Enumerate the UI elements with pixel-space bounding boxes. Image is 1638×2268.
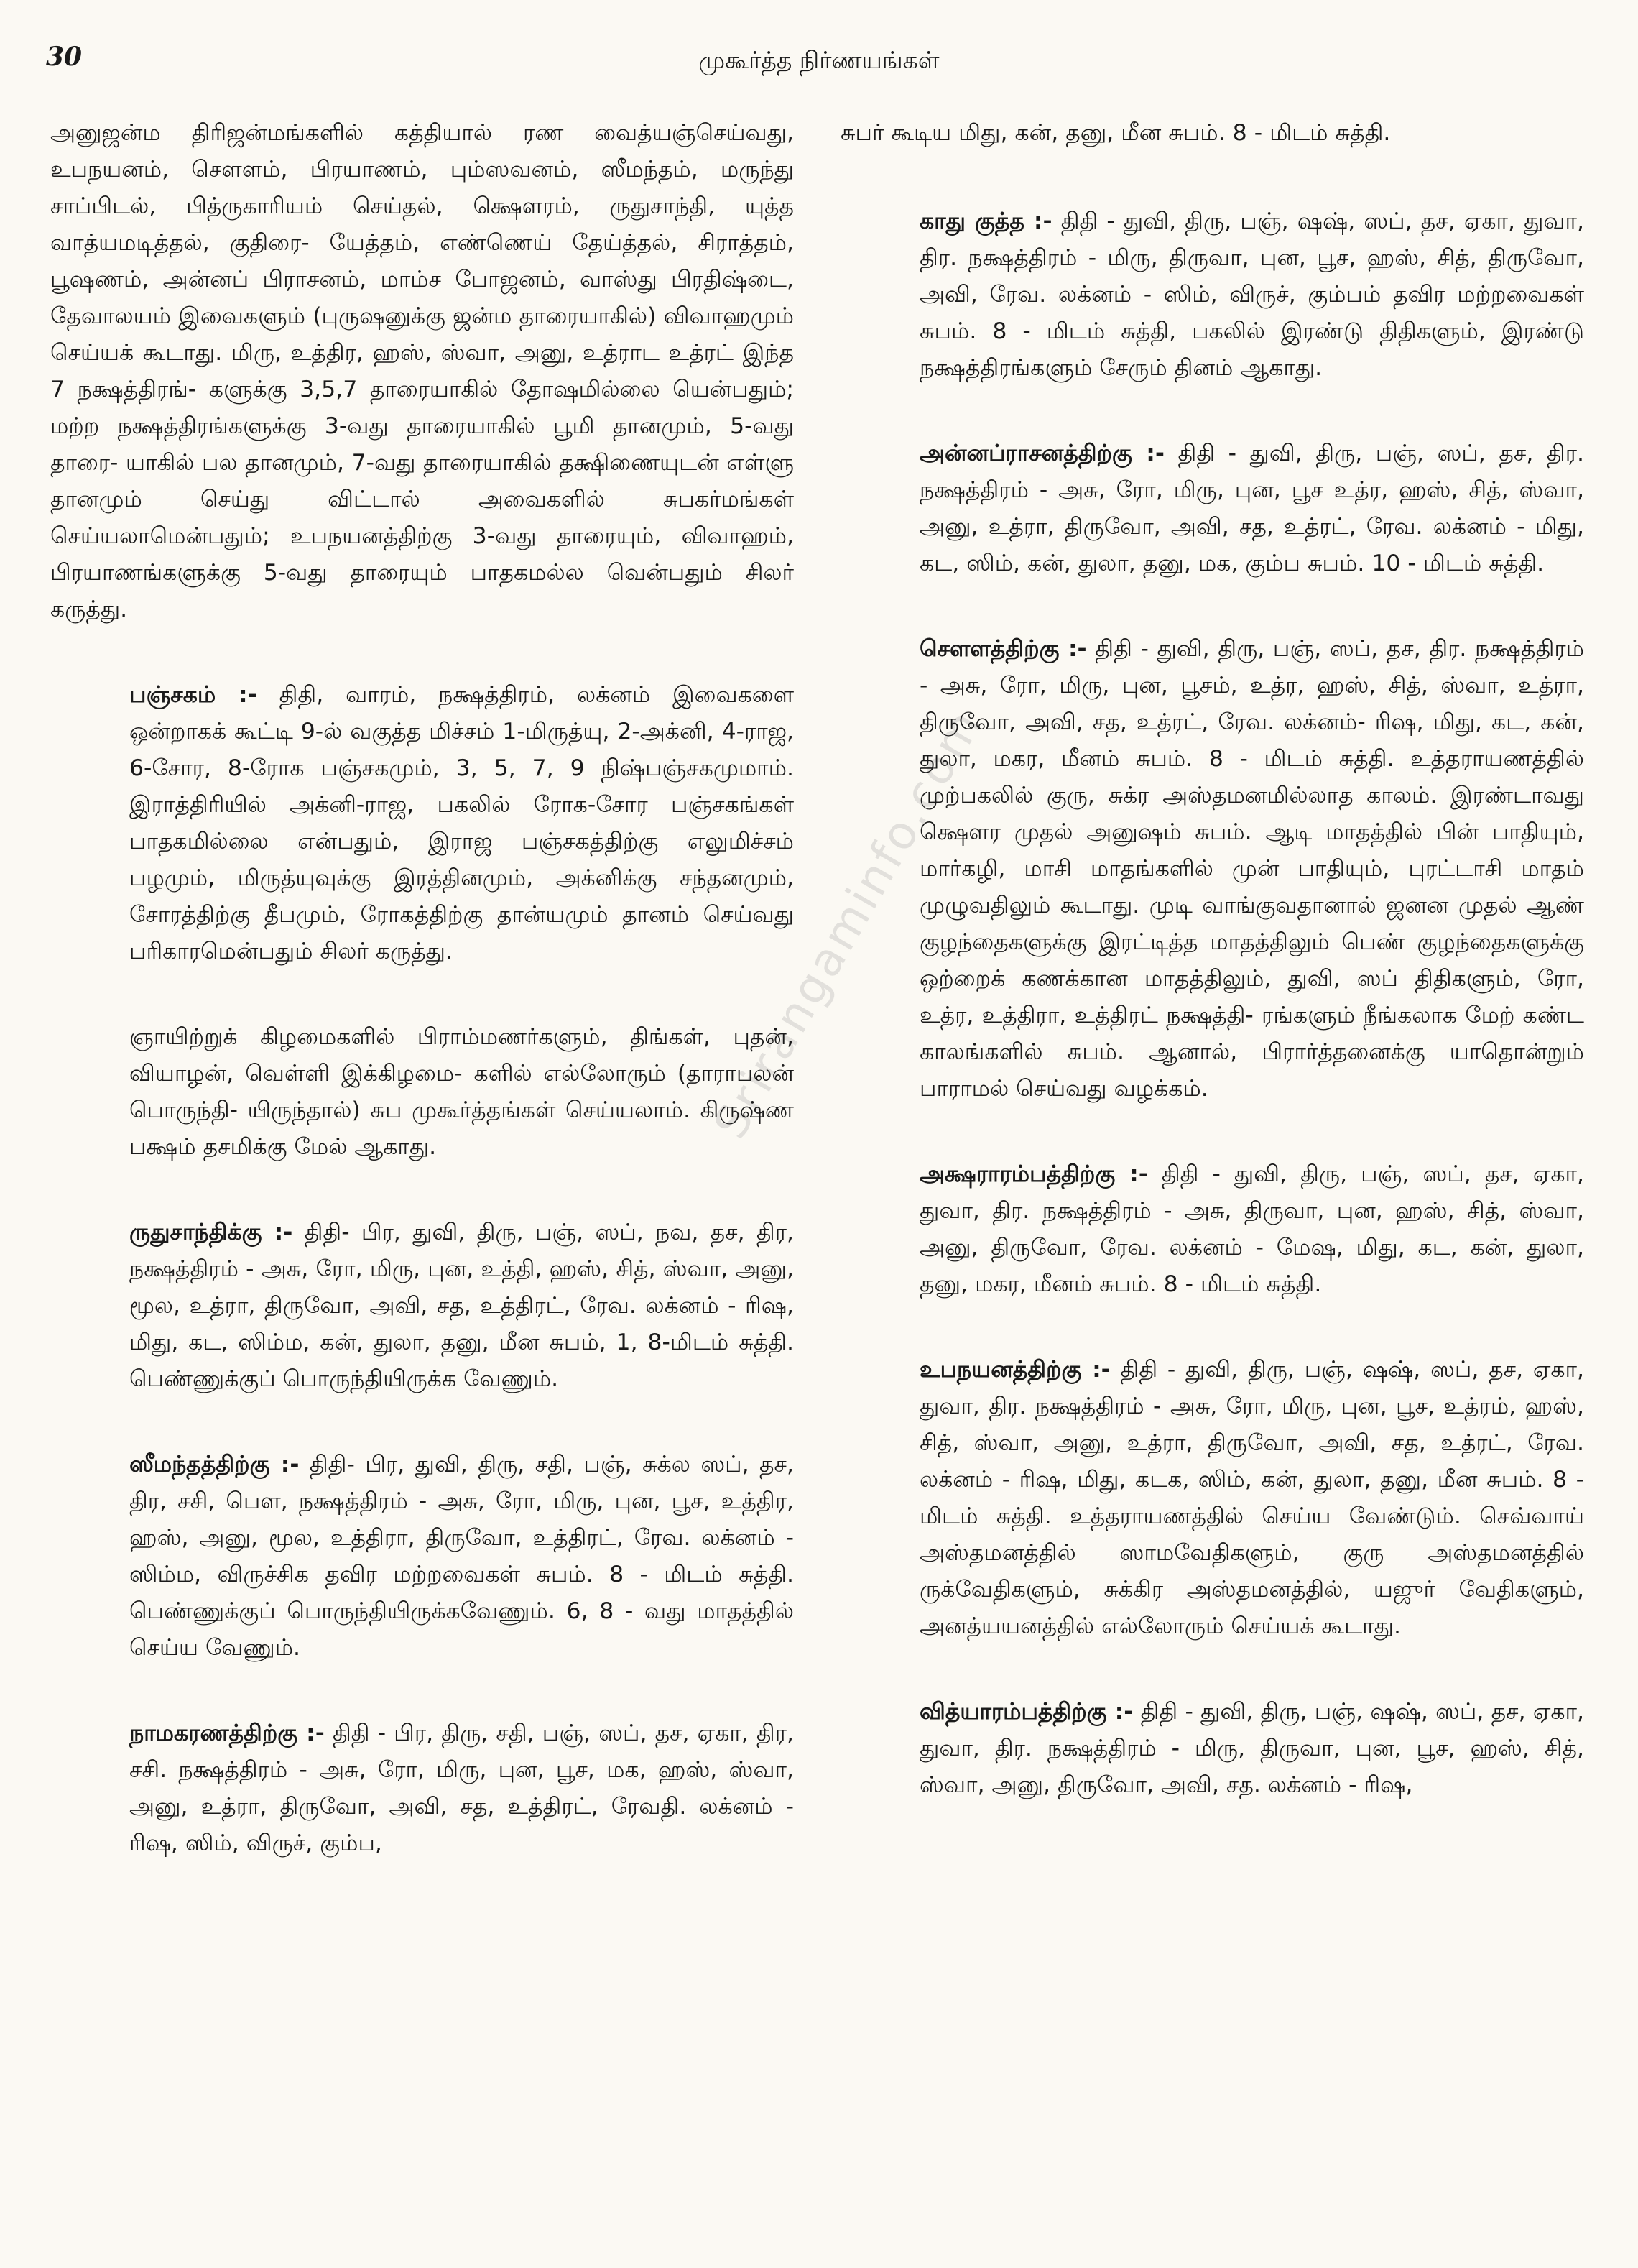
paragraph-text: திதி, வாரம், நக்ஷத்திரம், லக்னம் இவைகளை ஒன்றாகக் கூட்டி 9-ல் வகுத்த மிச்சம் 1-மிருத்யு, 2-அக்னி, 4-ராஜ, 6-சோர, 8-ரோக பஞ்சகமும், 3, 5, 7, 9 நிஷ்பஞ்சகமுமாம். இராத்திரியில் அக்னி-ராஜ, பகலில் ரோக-சோர பஞ்சகங்கள் பாதகமில்லை என்பதும், இராஜ பஞ்சகத்திற்கு எலுமிச்சம் பழமும், மிருத்யுவுக்கு இரத்தினமும், அக்னிக்கு சந்தனமும், சோரத்திற்கு தீபமும், ரோகத்திற்கு தான்யமும் தானம் செய்வது பரிகாரமென்பதும் சிலர் கருத்து. [129,682,795,964]
paragraph [841,203,1584,387]
paragraph-text: திதி - பிர, திரு, சதி, பஞ், ஸப், தச, ஏகா, திர, சசி. நக்ஷத்திரம் - அசு, ரோ, மிரு, புன, பூச, மக, ஹஸ், ஸ்வா, அனு, உத்ரா, திருவோ, அவி, சத, உத்திரட், ரேவதி. லக்னம் - ரிஷ, ஸிம், விருச், கும்ப, [129,1720,795,1856]
paragraph-heading: ருதுசாந்திக்கு :- [129,1220,293,1245]
paragraph [50,677,794,970]
paragraph [841,1156,1584,1303]
paragraph-heading: ஸீமந்தத்திற்கு :- [129,1452,300,1478]
paragraph-heading: காது குத்த :- [920,208,1052,234]
paragraph [841,1352,1584,1645]
paragraph [50,1715,794,1862]
paragraph [50,1214,794,1398]
paragraph-text: சுபர் கூடிய மிது, கன், தனு, மீன சுபம். 8 - மிடம் சுத்தி. [841,120,1391,146]
paragraph [841,1694,1584,1804]
paragraph [841,115,1584,152]
paragraph-heading: நாமகரணத்திற்கு :- [129,1720,325,1746]
paragraph-text: அனுஜன்ம திரிஜன்மங்களில் கத்தியால் ரண வைத்யஞ்செய்வது, உபநயனம், சௌளம், பிரயாணம், பும்ஸவனம், ஸீமந்தம், மருந்து சாப்பிடல், பித்ருகாரியம் செய்தல், க்ஷௌரம், ருதுசாந்தி, யுத்த வாத்யமடித்தல், குதிரை- யேத்தம், எண்ணெய் தேய்த்தல், சிராத்தம், பூஷணம், அன்னப் பிராசனம், மாம்ச போஜனம், வாஸ்து பிரதிஷ்டை, தேவாலயம் இவைகளும் (புருஷனுக்கு ஜன்ம தாரையாகில்) விவாஹமும் செய்யக் கூடாது. மிரு, உத்திர, ஹஸ், ஸ்வா, அனு, உத்ராட உத்ரட் இந்த 7 நக்ஷத்திரங்- களுக்கு 3,5,7 தாரையாகில் தோஷமில்லை யென்பதும்; மற்ற நக்ஷத்திரங்களுக்கு 3-வது தாரையாகில் பூமி தானமும், 5-வது தாரை- யாகில் பல தானமும், 7-வது தாரையாகில் தக்ஷிணையுடன் எள்ளு தானமும் செய்து விட்டால் அவைகளில் சுபகர்மங்கள் செய்யலாமென்பதும்; உபநயனத்திற்கு 3-வது தாரையும், விவாஹம், பிரயாணங்களுக்கு 5-வது தாரையும் பாதகமல்ல வென்பதும் சிலர் கருத்து. [50,120,794,622]
paragraph-heading: அன்னப்ராசனத்திற்கு :- [920,441,1165,466]
paragraph-text: ஞாயிற்றுக் கிழமைகளில் பிராம்மணர்களும், திங்கள், புதன், வியாழன், வெள்ளி இக்கிழமை- களில் எல்லோரும் (தாராபலன் பொருந்தி- யிருந்தால்) சுப முகூர்த்தங்கள் செய்யலாம். கிருஷ்ண பக்ஷம் தசமிக்கு மேல் ஆகாது. [129,1024,794,1160]
watermark: Srirangaminfo.com [704,699,994,1148]
paragraph-text: திதி - துவி, திரு, பஞ், ஷஷ், ஸப், தச, ஏகா, துவா, திர. நக்ஷத்திரம் - அசு, ரோ, மிரு, புன, பூச, உத்ரம், ஹஸ், சித், ஸ்வா, அனு, உத்ரா, திருவோ, அவி, சத, உத்ரட், ரேவ. லக்னம் - ரிஷ, மிது, கடக, ஸிம், கன், துலா, தனு, மீன சுபம். 8 - மிடம் சுத்தி. உத்தராயணத்தில் செய்ய வேண்டும். செவ்வாய் அஸ்தமனத்தில் ஸாமவேதிகளும், குரு அஸ்தமனத்தில் ருக்வேதிகளும், சுக்கிர அஸ்தமனத்தில், யஜுர் வேதிகளும், அனத்யயனத்தில் எல்லோரும் செய்யக் கூடாது. [920,1357,1584,1639]
paragraph-heading: சௌளத்திற்கு :- [920,636,1087,662]
paragraph [50,1447,794,1667]
left-column [50,115,794,1911]
paragraph [841,435,1584,582]
paragraph-text: திதி - துவி, திரு, பஞ், ஸப், தச, திர. நக்ஷத்திரம் - அசு, ரோ, மிரு, புன, பூசம், உத்ர, ஹஸ், சித், ஸ்வா, உத்ரா, திருவோ, அவி, சத, உத்ரட், ரேவ. லக்னம்- ரிஷ, மிது, கட, கன், துலா, மகர, மீனம் சுபம். 8 - மிடம் சுத்தி. உத்தராயணத்தில் முற்பகலில் குரு, சுக்ர அஸ்தமனமில்லாத காலம். இரண்டாவது க்ஷௌர முதல் அனுஷம் சுபம். ஆடி மாதத்தில் பின் பாதியும், மார்கழி, மாசி மாதங்களில் முன் பாதியும், புரட்டாசி மாதம் முழுவதிலும் கூடாது. முடி வாங்குவதானால் ஜனன முதல் ஆண் குழந்தைகளுக்கு இரட்டித்த மாதத்திலும் பெண் குழந்தைகளுக்கு ஒற்றைக் கணக்கான மாதத்திலும், துவி, ஸப் திதிகளும், ரோ, உத்ர, உத்திரா, உத்திரட் நக்ஷத்தி- ரங்களும் நீங்கலாக மேற் கண்ட காலங்களில் சுபம். ஆனால், பிரார்த்தனைக்கு யாதொன்றும் பாராமல் செய்வது வழக்கம். [920,636,1584,1102]
paragraph [50,1019,794,1166]
paragraph-heading: உபநயனத்திற்கு :- [920,1357,1111,1383]
paragraph-text: திதி - துவி, திரு, பஞ், ஷஷ், ஸப், தச, ஏகா, துவா, திர. நக்ஷத்திரம் - மிரு, திருவா, புன, பூச, ஹஸ், சித், திருவோ, அவி, ரேவ. லக்னம் - ஸிம், விருச், கும்பம் தவிர மற்றவைகள் சுபம். 8 - மிடம் சுத்தி, பகலில் இரண்டு திதிகளும், இரண்டு நக்ஷத்திரங்களும் சேரும் தினம் ஆகாது. [920,208,1585,381]
paragraph-heading: அக்ஷராரம்பத்திற்கு :- [920,1161,1148,1187]
paragraph-heading: பஞ்சகம் :- [129,682,257,708]
paragraph-text: திதி - துவி, திரு, பஞ், ஸப், தச, ஏகா, துவா, திர. நக்ஷத்திரம் - அசு, திருவா, புன, ஹஸ், சித், ஸ்வா, அனு, திருவோ, ரேவ. லக்னம் - மேஷ, மிது, கட, கன், துலா, தனு, மகர, மீனம் சுபம். 8 - மிடம் சுத்தி. [920,1161,1584,1297]
page-number: 30 [46,42,83,72]
paragraph-text: திதி- பிர, துவி, திரு, சதி, பஞ், சுக்ல ஸப், தச, திர, சசி, பௌ, நக்ஷத்திரம் - அசு, ரோ, மிரு, புன, பூச, உத்திர, ஹஸ், அனு, மூல, உத்திரா, திருவோ, உத்திரட், ரேவ. லக்னம் - ஸிம்ம, விருச்சிக தவிர மற்றவைகள் சுபம். 8 - மிடம் சுத்தி. பெண்ணுக்குப் பொருந்தியிருக்கவேணும். 6, 8 - வது மாதத்தில் செய்ய வேணும். [129,1452,794,1661]
running-head: முகூர்த்த நிர்ணயங்கள் [698,46,940,74]
paragraph-text: திதி- பிர, துவி, திரு, பஞ், ஸப், நவ, தச, திர, நக்ஷத்திரம் - அசு, ரோ, மிரு, புன, உத்தி, ஹஸ், சித், ஸ்வா, அனு, மூல, உத்ரா, திருவோ, அவி, சத, உத்திரட், ரேவ. லக்னம் - ரிஷ, மிது, கட, ஸிம்ம, கன், துலா, தனு, மீன சுபம், 1, 8-மிடம் சுத்தி. பெண்ணுக்குப் பொருந்தியிருக்க வேணும். [129,1220,794,1392]
right-column [841,115,1584,1853]
paragraph [50,115,794,628]
paragraph-text: திதி - துவி, திரு, பஞ், ஷஷ், ஸப், தச, ஏகா, துவா, திர. நக்ஷத்திரம் - மிரு, திருவா, புன, பூச, ஹஸ், சித், ஸ்வா, அனு, திருவோ, அவி, சத. லக்னம் - ரிஷ, [920,1699,1585,1798]
paragraph [841,631,1584,1107]
paragraph-heading: வித்யாரம்பத்திற்கு :- [920,1699,1134,1725]
paragraph-text: திதி - துவி, திரு, பஞ், ஸப், தச, திர. நக்ஷத்திரம் - அசு, ரோ, மிரு, புன, பூச உத்ர, ஹஸ், சித், ஸ்வா, அனு, உத்ரா, திருவோ, அவி, சத, உத்ரட், ரேவ. லக்னம் - மிது, கட, ஸிம், கன், துலா, தனு, மக, கும்ப சுபம். 10 - மிடம் சுத்தி. [920,441,1584,576]
